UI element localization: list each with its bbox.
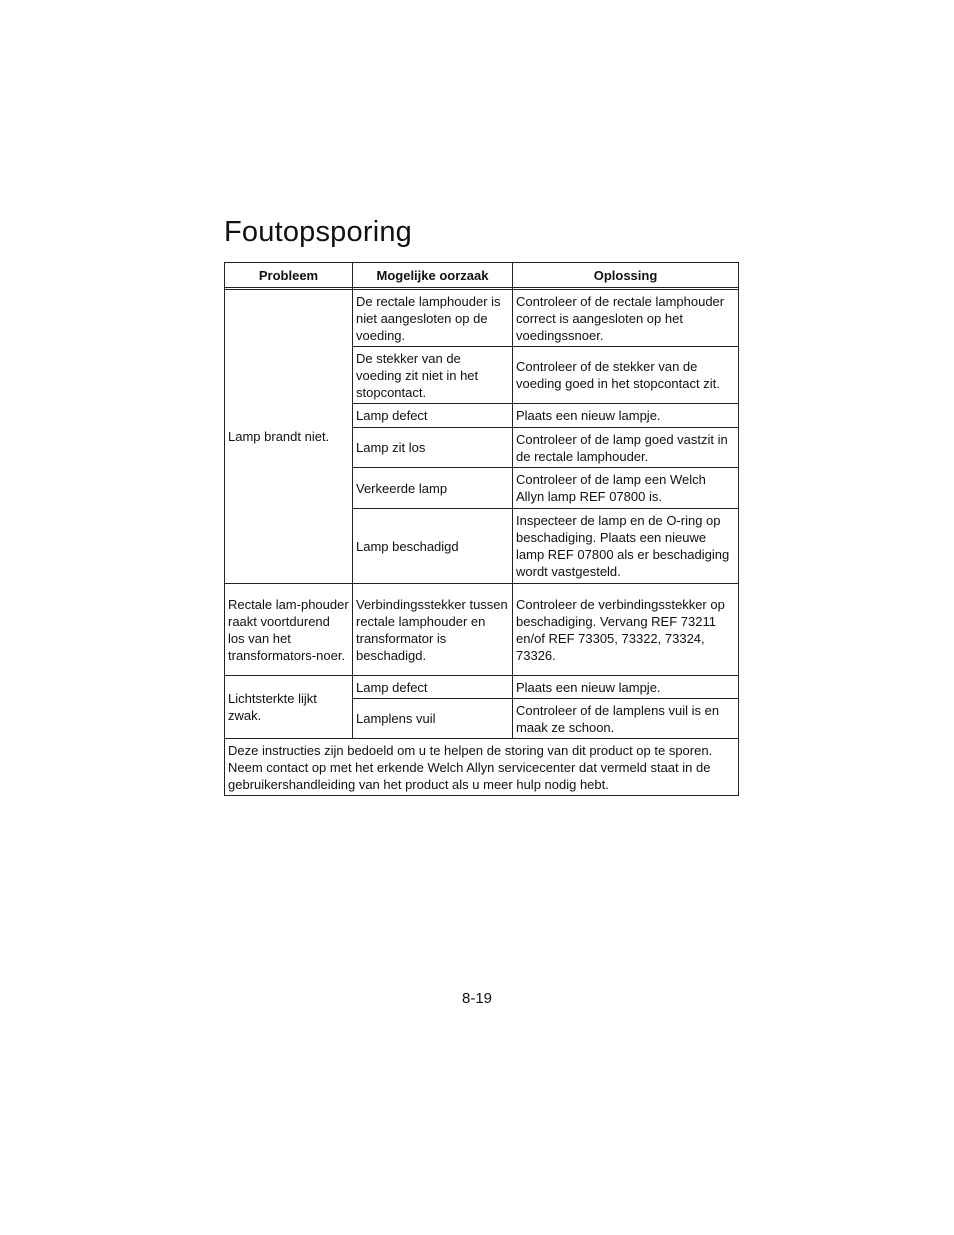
solution-cell: Controleer of de lamp een Welch Allyn lamp REF 07800 is. — [513, 468, 739, 509]
footnote-cell: Deze instructies zijn bedoeld om u te helpen de storing van dit product op te sporen. Neem contact op met het erkende Welch Allyn servicecenter dat vermeld staat in de gebruikershandleiding van het product als u meer hulp nodig hebt. — [225, 739, 739, 796]
footnote-row — [225, 739, 739, 796]
solution-cell: Plaats een nieuw lampje. — [513, 676, 739, 699]
solution-cell: Controleer of de lamplens vuil is en maak ze schoon. — [513, 699, 739, 739]
table-row — [225, 290, 739, 347]
page-title: Foutopsporing — [224, 216, 412, 248]
cause-cell: Verbindingsstekker tussen rectale lamphouder en transformator is beschadigd. — [353, 584, 513, 676]
solution-cell: Plaats een nieuw lampje. — [513, 404, 739, 428]
problem-cell: Rectale lam-phouder raakt voortdurend los van het transformators-noer. — [225, 584, 353, 676]
solution-cell: Controleer of de rectale lamphouder correct is aangesloten op het voedingssnoer. — [513, 290, 739, 347]
cause-cell: De rectale lamphouder is niet aangesloten op de voeding. — [353, 290, 513, 347]
cause-cell: De stekker van de voeding zit niet in het stopcontact. — [353, 347, 513, 404]
cause-cell: Lamp defect — [353, 404, 513, 428]
solution-cell: Inspecteer de lamp en de O-ring op beschadiging. Plaats een nieuwe lamp REF 07800 als er beschadiging wordt vastgesteld. — [513, 509, 739, 584]
header-cause: Mogelijke oorzaak — [353, 263, 513, 288]
solution-cell: Controleer of de lamp goed vastzit in de rectale lamphouder. — [513, 428, 739, 468]
solution-cell: Controleer de verbindingsstekker op beschadiging. Vervang REF 73211 en/of REF 73305, 73322, 73324, 73326. — [513, 584, 739, 676]
solution-cell: Controleer of de stekker van de voeding goed in het stopcontact zit. — [513, 347, 739, 404]
table-row — [225, 584, 739, 676]
problem-cell: Lamp brandt niet. — [225, 290, 353, 584]
cause-cell: Lamp zit los — [353, 428, 513, 468]
table-row — [225, 676, 739, 699]
header-solution: Oplossing — [513, 263, 739, 288]
page-number: 8-19 — [461, 990, 493, 1007]
table-header-row — [225, 263, 739, 288]
problem-cell: Lichtsterkte lijkt zwak. — [225, 676, 353, 739]
cause-cell: Lamp beschadigd — [353, 509, 513, 584]
cause-cell: Verkeerde lamp — [353, 468, 513, 509]
cause-cell: Lamp defect — [353, 676, 513, 699]
cause-cell: Lamplens vuil — [353, 699, 513, 739]
header-problem: Probleem — [225, 263, 353, 288]
troubleshooting-table — [224, 262, 739, 796]
